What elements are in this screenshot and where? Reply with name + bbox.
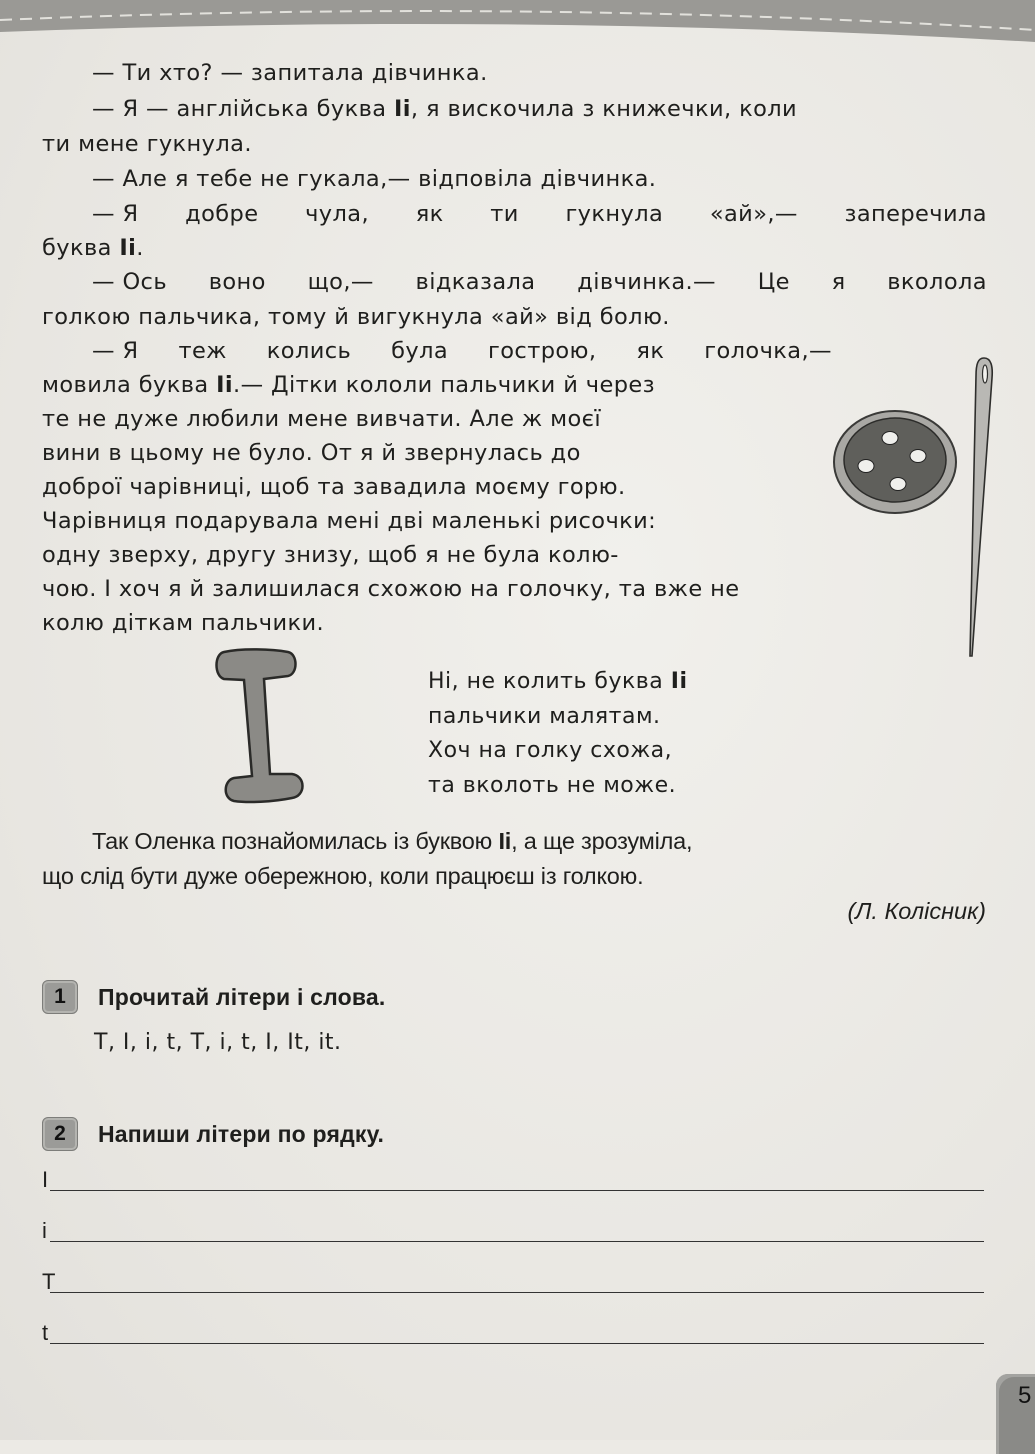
story-line: голкою пальчика, тому й вигукнула «ай» від болю. bbox=[42, 304, 670, 330]
task-number-badge: 2 bbox=[42, 1117, 78, 1151]
row-letter: t bbox=[42, 1320, 49, 1345]
story-line: вини в цьому не було. От я й звернулась до bbox=[42, 440, 581, 466]
task-title: Напиши літери по рядку. bbox=[98, 1120, 385, 1147]
writing-line[interactable] bbox=[50, 1190, 984, 1191]
task-title: Прочитай літери і слова. bbox=[98, 983, 386, 1010]
story-line: — Але я тебе не гукала,— відповіла дівчинка. bbox=[92, 166, 657, 192]
author-attribution: (Л. Колісник) bbox=[847, 898, 986, 924]
letter-I-icon bbox=[212, 646, 312, 806]
page-number: 5 bbox=[1018, 1382, 1032, 1409]
row-letter: I bbox=[42, 1167, 49, 1192]
story-line: те не дуже любили мене вивчати. Але ж моєї bbox=[42, 406, 602, 432]
row-letter: i bbox=[42, 1218, 47, 1243]
poem-line: пальчики малятам. bbox=[428, 703, 661, 729]
writing-row-T[interactable] bbox=[42, 1260, 984, 1294]
writing-line[interactable] bbox=[50, 1241, 984, 1242]
writing-line[interactable] bbox=[50, 1343, 984, 1344]
page-number-tab bbox=[996, 1374, 1035, 1454]
writing-row-t[interactable] bbox=[42, 1311, 984, 1345]
story-line: чою. І хоч я й залишилася схожою на голочку, та вже не bbox=[42, 576, 740, 602]
conclusion-line: що слід бути дуже обережною, коли працюєш із голкою. bbox=[42, 863, 644, 889]
task-2-header bbox=[42, 1117, 384, 1151]
conclusion-line: Так Оленка познайомилась із буквою Ii, а ще зрозуміла, bbox=[92, 828, 693, 854]
row-letter: T bbox=[42, 1269, 56, 1294]
story-line: — Я теж колись була гострою, як голочка,— bbox=[92, 338, 832, 364]
task-1-header bbox=[42, 980, 386, 1014]
needle-icon bbox=[958, 354, 998, 659]
story-line: колю діткам пальчики. bbox=[42, 610, 325, 636]
writing-row-I[interactable] bbox=[42, 1158, 984, 1192]
story-line: мовила буква Ii.— Дітки кололи пальчики й через bbox=[42, 372, 656, 398]
button-icon bbox=[832, 408, 958, 516]
story-line: — Я — англійська буква Ii, я вискочила з книжечки, коли bbox=[92, 96, 798, 122]
poem-line: та вколоть не може. bbox=[428, 772, 677, 798]
story-line: буква Ii. bbox=[42, 235, 144, 261]
writing-line[interactable] bbox=[50, 1292, 984, 1293]
story-line: — Я добре чула, як ти гукнула «ай»,— заперечила bbox=[92, 201, 987, 227]
task-1-letters: T, I, i, t, T, i, t, I, It, it. bbox=[94, 1030, 342, 1055]
story-line: Чарівниця подарувала мені дві маленькі рисочки: bbox=[42, 508, 657, 534]
poem-line: Хоч на голку схожа, bbox=[428, 738, 673, 763]
poem bbox=[428, 665, 688, 803]
story-line: — Ти хто? — запитала дівчинка. bbox=[92, 60, 488, 86]
story-line: доброї чарівниці, щоб та завадила моєму горю. bbox=[42, 474, 626, 500]
story-line: одну зверху, другу знизу, щоб я не була колю- bbox=[42, 542, 619, 568]
writing-row-i[interactable] bbox=[42, 1209, 984, 1243]
story-line: — Ось воно що,— відказала дівчинка.— Це я вколола bbox=[92, 269, 987, 295]
task-number-badge: 1 bbox=[42, 980, 78, 1014]
poem-line: Ні, не колить буква Ii bbox=[428, 669, 688, 694]
story-line: ти мене гукнула. bbox=[42, 131, 252, 157]
